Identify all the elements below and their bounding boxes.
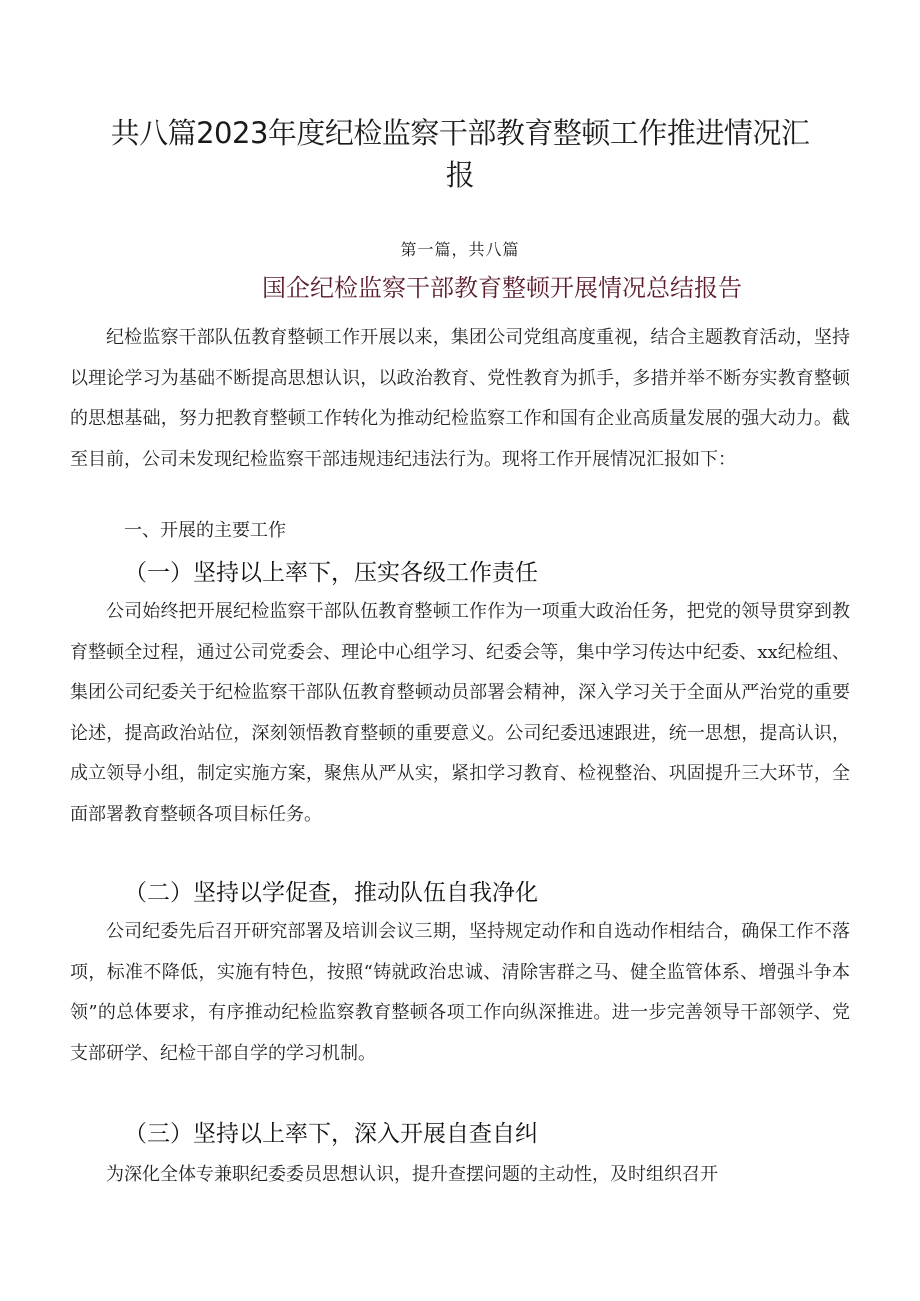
subsection-paragraph-2: 公司纪委先后召开研究部署及培训会议三期，坚持规定动作和自选动作相结合，确保工作不落项，标准不降低，实施有特色，按照“铸就政治忠诚、清除害群之马、健全监管体系、增强斗争本领”的总体要求，有序推动纪检监察教育整顿各项工作向纵深推进。进一步完善领导干部领学、党支部研学、纪检干部自学的学习机制。 xyxy=(70,921,850,1064)
subsection-heading-2: （二）坚持以学促查，推动队伍自我净化 xyxy=(124,880,538,906)
subsection-paragraph-1: 公司始终把开展纪检监察干部队伍教育整顿工作作为一项重大政治任务，把党的领导贯穿到教育整顿全过程，通过公司党委会、理论中心组学习、纪委会等，集中学习传达中纪委、xx纪检组、集团公司纪委关于纪检监察干部队伍教育整顿动员部署会精神，深入学习关于全面从严治党的重要论述，提高政治站位，深刻领悟教育整顿的重要意义。公司纪委迅速跟进，统一思想，提高认识，成立领导小组，制定实施方案，聚焦从严从实，紧扣学习教育、检视整治、巩固提升三大环节，全面部署教育整顿各项目标任务。 xyxy=(70,601,850,825)
subsection-heading-1: （一）坚持以上率下，压实各级工作责任 xyxy=(124,560,538,586)
subsection-paragraph-3: 为深化全体专兼职纪委委员思想认识，提升查摆问题的主动性，及时组织召开 xyxy=(106,1164,718,1185)
section-heading-main-work: 一、开展的主要工作 xyxy=(124,520,286,541)
part-label: 第一篇，共八篇 xyxy=(400,240,520,259)
intro-paragraph: 纪检监察干部队伍教育整顿工作开展以来，集团公司党组高度重视，结合主题教育活动，坚持以理论学习为基础不断提高思想认识，以政治教育、党性教育为抓手，多措并举不断夯实教育整顿的思想基础，努力把教育整顿工作转化为推动纪检监察工作和国有企业高质量发展的强大动力。截至目前，公司未发现纪检监察干部违规违纪违法行为。现将工作开展情况汇报如下： xyxy=(70,327,850,470)
document-title: 共八篇2023年度纪检监察干部教育整顿工作推进情况汇报 xyxy=(110,116,810,192)
subsection-heading-3: （三）坚持以上率下，深入开展自查自纠 xyxy=(124,1121,538,1147)
report-title: 国企纪检监察干部教育整顿开展情况总结报告 xyxy=(262,274,742,302)
